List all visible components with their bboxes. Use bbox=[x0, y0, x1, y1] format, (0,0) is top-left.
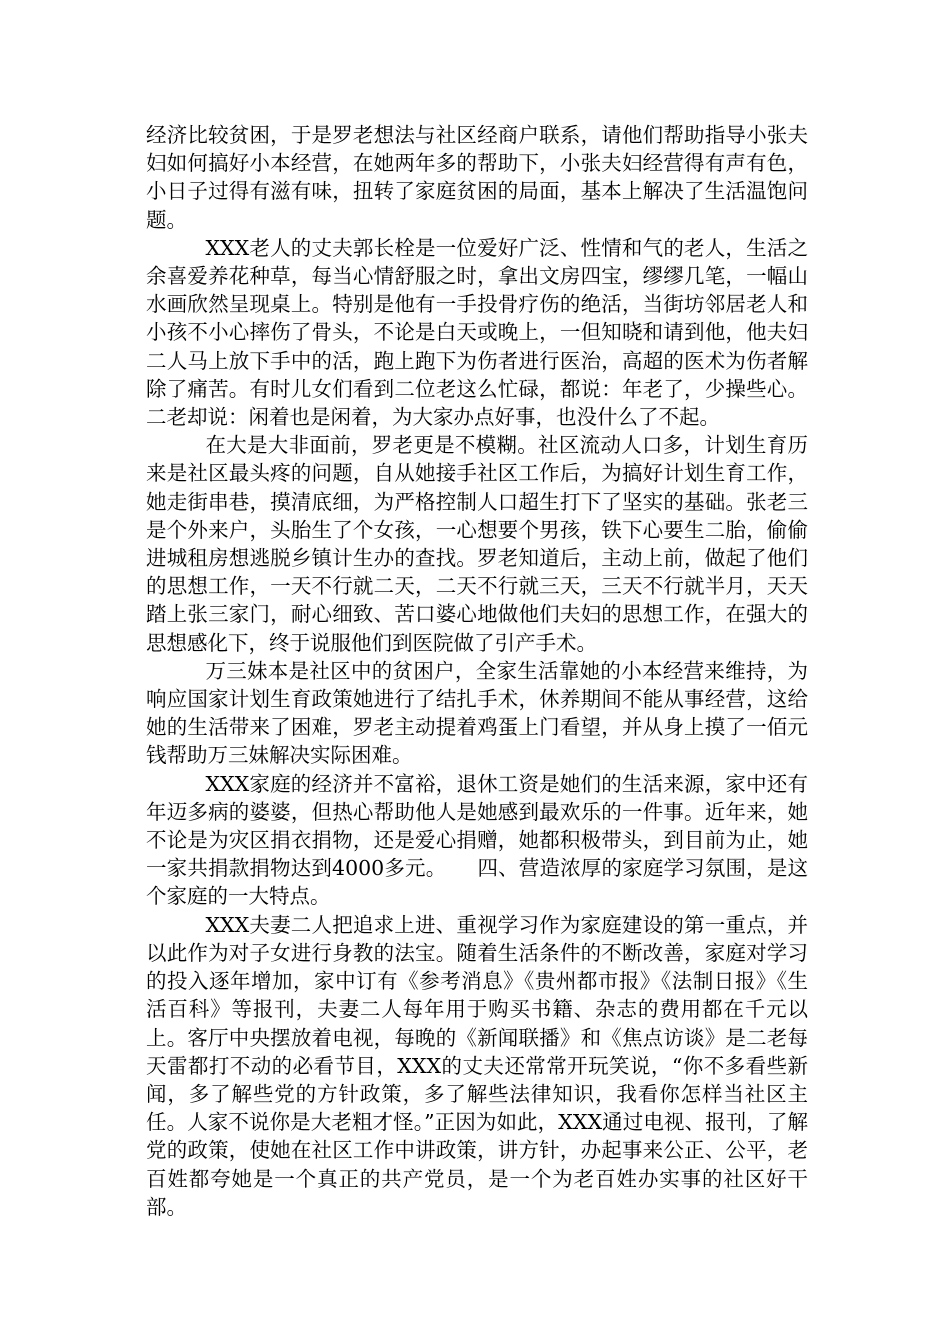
paragraph-3: 在大是大非面前，罗老更是不模糊。社区流动人口多，计划生育历来是社区最头疼的问题，自从她接手社区工作后，为搞好计划生育工作，她走街串巷，摸清底细，为严格控制人口超生打下了坚实的基础。张老三是个外来户，头胎生了个女孩，一心想要个男孩，铁下心要生二胎，偷偷进城租房想逃脱乡镇计生办的查找。罗老知道后，主动上前，做起了他们的思想工作，一天不行就二天，二天不行就三天，三天不行就半月，天天踏上张三家门，耐心细致、苦口婆心地做他们夫妇的思想工作，在强大的思想感化下，终于说服他们到医院做了引产手术。 bbox=[146, 433, 808, 655]
paragraph-6: XXX夫妻二人把追求上进、重视学习作为家庭建设的第一重点，并以此作为对子女进行身教的法宝。随着生活条件的不断改善，家庭对学习的投入逐年增加，家中订有《参考消息》《贵州都市报》《法制日报》《生活百科》等报刊，夫妻二人每年用于购买书籍、杂志的费用都在千元以上。客厅中央摆放着电视，每晚的《新闻联播》和《焦点访谈》是二老每天雷都打不动的必看节目，XXX的丈夫还常常开玩笑说，“你不多看些新闻，多了解些党的方针政策，多了解些法律知识，我看你怎样当社区主任。人家不说你是大老粗才怪。”正因为如此，XXX通过电视、报刊，了解党的政策，使她在社区工作中讲政策，讲方针，办起事来公正、公平，老百姓都夸她是一个真正的共产党员，是一个为老百姓办实事的社区好干部。 bbox=[146, 912, 808, 1219]
paragraph-5: XXX家庭的经济并不富裕，退休工资是她们的生活来源，家中还有年迈多病的婆婆，但热心帮助他人是她感到最欢乐的一件事。近年来，她不论是为灾区捐衣捐物，还是爱心捐赠，她都积极带头，到目前为止，她一家共捐款捐物达到4000多元。 四、营造浓厚的家庭学习氛围，是这个家庭的一大特点。 bbox=[146, 771, 808, 909]
paragraph-4: 万三妹本是社区中的贫困户，全家生活靠她的小本经营来维持，为响应国家计划生育政策她进行了结扎手术，休养期间不能从事经营，这给她的生活带来了困难，罗老主动提着鸡蛋上门看望，并从身上摸了一佰元钱帮助万三妹解决实际困难。 bbox=[146, 658, 808, 768]
document-body bbox=[146, 121, 808, 1221]
paragraph-2: XXX老人的丈夫郭长栓是一位爱好广泛、性情和气的老人，生活之余喜爱养花种草，每当心情舒服之时，拿出文房四宝，缪缪几笔，一幅山水画欣然呈现桌上。特别是他有一手投骨疗伤的绝活，当街坊邻居老人和小孩不小心摔伤了骨头，不论是白天或晚上，一但知晓和请到他，他夫妇二人马上放下手中的活，跑上跑下为伤者进行医治，高超的医术为伤者解除了痛苦。有时儿女们看到二位老这么忙碌，都说：年老了，少操些心。二老却说：闲着也是闲着，为大家办点好事，也没什么了不起。 bbox=[146, 235, 808, 430]
paragraph-1: 经济比较贫困，于是罗老想法与社区经商户联系，请他们帮助指导小张夫妇如何搞好小本经营，在她两年多的帮助下，小张夫妇经营得有声有色，小日子过得有滋有味，扭转了家庭贫困的局面，基本上解决了生活温饱问题。 bbox=[146, 123, 808, 232]
